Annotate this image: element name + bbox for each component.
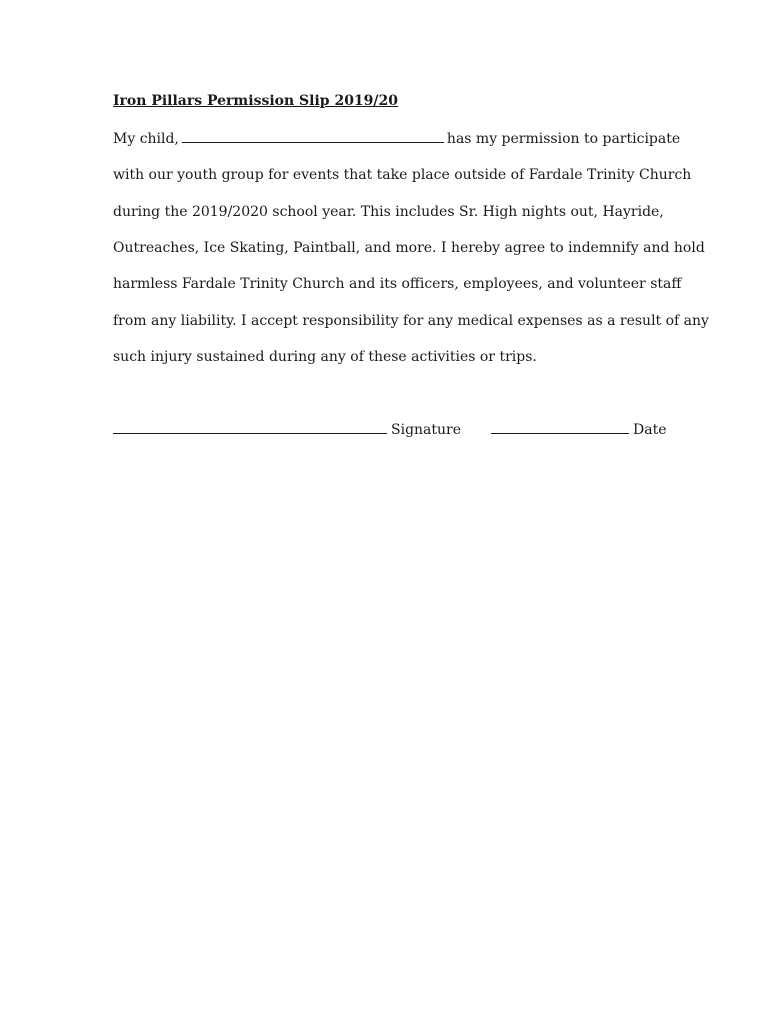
intro-prefix: My child, xyxy=(113,131,179,147)
signature-label: Signature xyxy=(391,422,462,438)
body-line: such injury sustained during any of these activities or trips. xyxy=(113,349,537,365)
signature-blank[interactable] xyxy=(113,421,387,434)
body-line: with our youth group for events that take place outside of Fardale Trinity Church xyxy=(113,167,692,183)
body-line: during the 2019/2020 school year. This includes Sr. High nights out, Hayride, xyxy=(113,204,664,220)
signature-row xyxy=(113,420,673,440)
date-blank[interactable] xyxy=(491,421,629,434)
body-line: harmless Fardale Trinity Church and its officers, employees, and volunteer staff xyxy=(113,276,682,292)
page-title: Iron Pillars Permission Slip 2019/20 xyxy=(113,93,399,109)
body-line: Outreaches, Ice Skating, Paintball, and more. I hereby agree to indemnify and hold xyxy=(113,240,705,256)
intro-line xyxy=(113,129,680,149)
body-line: from any liability. I accept responsibility for any medical expenses as a result of any xyxy=(113,313,709,329)
date-label: Date xyxy=(633,422,667,438)
child-name-blank[interactable] xyxy=(182,130,444,143)
intro-suffix: has my permission to participate xyxy=(446,131,681,147)
